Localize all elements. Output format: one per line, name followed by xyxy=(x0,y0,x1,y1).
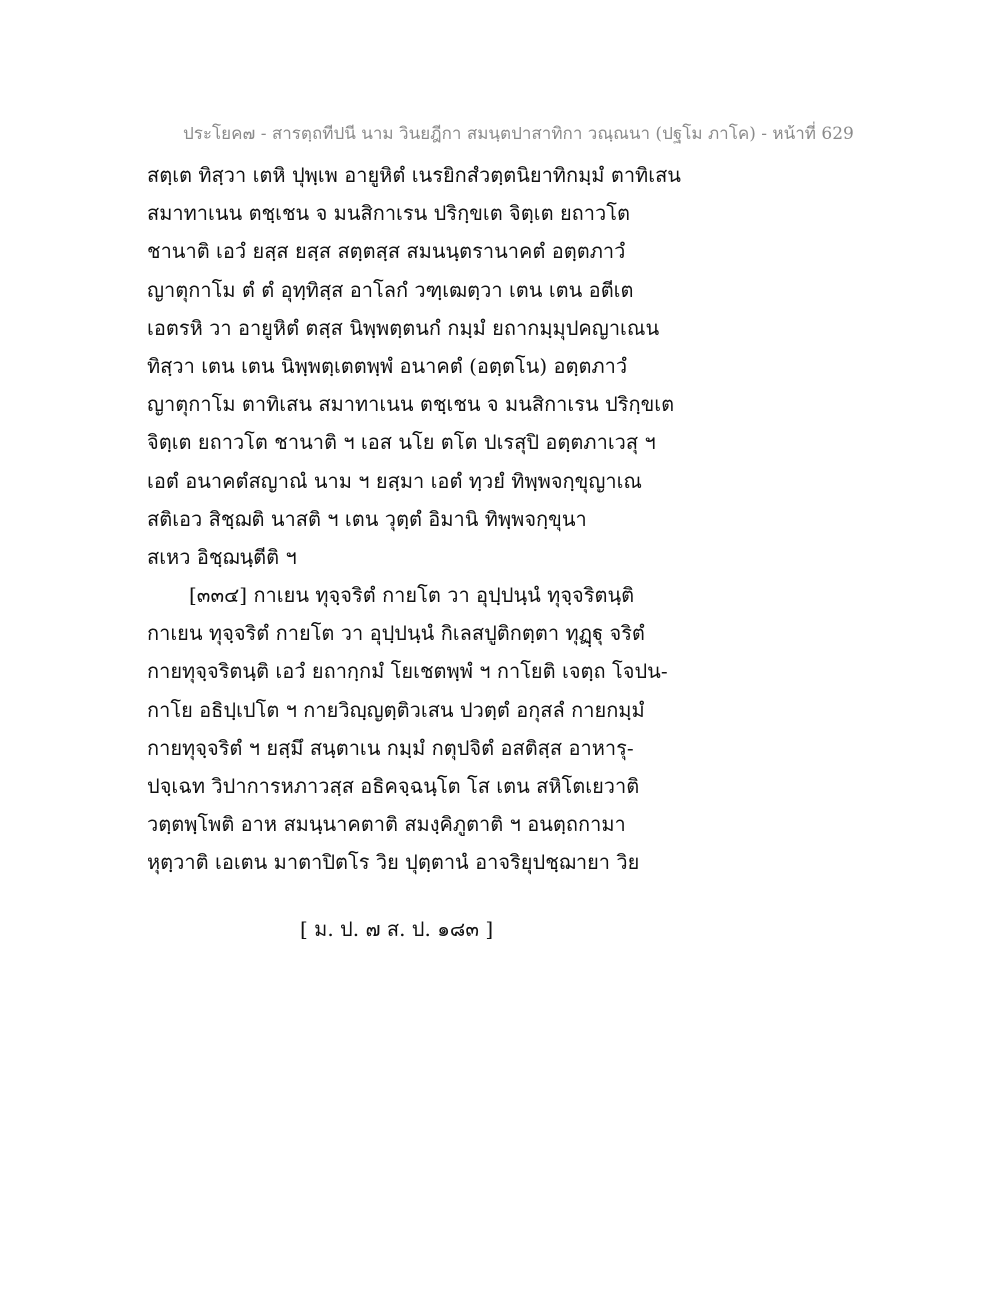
body-text xyxy=(147,156,681,882)
text-line: สตฺเต ทิสฺวา เตหิ ปุพฺเพ อายูหิตํ เนรยิกสํวตฺตนิยาทิกมฺมํ ตาทิเสน xyxy=(147,163,681,187)
text-line: สเหว อิชฺฌนฺตีติ ฯ xyxy=(147,544,297,569)
text-line: กายทุจฺจริตนฺติ เอวํ ยถากฺกมํ โยเชตพฺพํ ฯ กาโยติ เจตฺถ โจปน- xyxy=(147,659,668,684)
text-line: เอตรหิ วา อายูหิตํ ตสฺส นิพฺพตฺตนกํ กมฺมํ ยถากมฺมุปคญาเณน xyxy=(147,315,660,340)
text-line: กาเยน ทุจฺจริตํ กายโต วา อุปฺปนฺนํ กิเลสปูติกตฺตา ทุฏฺฐุ จริตํ xyxy=(147,621,645,646)
text-line: ปจฺเฉท วิปาการหภาวสฺส อธิคจฺฉนฺโต โส เตน สหิโตเยวาติ xyxy=(147,774,640,798)
text-line: เอตํ อนาคตํสญาณํ นาม ฯ ยสฺมา เอตํ ทฺวยํ ทิพฺพจกฺขุญาเณ xyxy=(147,468,642,493)
text-line: สมาทาเนน ตชฺเชน จ มนสิกาเรน ปริกฺขเต จิตฺเต ยถาวโต xyxy=(147,201,630,226)
text-line: ญาตุกาโม ตาทิเสน สมาทาเนน ตชฺเชน จ มนสิกาเรน ปริกฺขเต xyxy=(147,392,675,417)
text-line: ชานาติ เอวํ ยสฺส ยสฺส สตฺตสฺส สมนนฺตรานาคตํ อตฺตภาวํ xyxy=(147,239,626,264)
page-reference: [ ม. ป. ๗ ส. ป. ๑๘๓ ] xyxy=(300,917,494,941)
text-line: กาโย อธิปฺเปโต ฯ กายวิญฺญตฺติวเสน ปวตฺตํ อกุสลํ กายกมฺมํ xyxy=(147,697,645,722)
text-line: สติเอว สิชฺฌติ นาสติ ฯ เตน วุตฺตํ อิมานิ ทิพฺพจกฺขุนา xyxy=(147,506,587,531)
text-line: ญาตุกาโม ตํ ตํ อุทฺทิสฺส อาโลกํ วฑฺเฒตฺวา เตน เตน อตีเต xyxy=(147,277,634,302)
text-line: หุตฺวาติ เอเตน มาตาปิตโร วิย ปุตฺตานํ อาจริยุปชฺฌายา วิย xyxy=(147,850,640,875)
text-line: วตฺตพฺโพติ อาห สมนฺนาคตาติ สมงฺคิภูตาติ ฯ อนตฺถกามา xyxy=(147,812,626,837)
text-line: ทิสฺวา เตน เตน นิพฺพตฺเตตพฺพํ อนาคตํ (อตฺตโน) อตฺตภาวํ xyxy=(147,353,628,378)
paragraph-start-line: [๓๓๔] กาเยน ทุจฺจริตํ กายโต วา อุปฺปนฺนํ ทุจฺจริตนฺติ xyxy=(189,583,635,608)
text-line: จิตฺเต ยถาวโต ชานาติ ฯ เอส นโย ตโต ปเรสุปิ อตฺตภาเวสุ ฯ xyxy=(147,430,656,455)
running-header: ประโยค๗ - สารตฺถทีปนี นาม วินยฎีกา สมนฺตปาสาทิกา วณฺณนา (ปฐโม ภาโค) - หน้าที่ 629 xyxy=(183,124,854,144)
text-line: กายทุจฺจริตํ ฯ ยสฺมึ สนฺตาเน กมฺมํ กตุปจิตํ อสติสฺส อาหารุ- xyxy=(147,735,634,760)
